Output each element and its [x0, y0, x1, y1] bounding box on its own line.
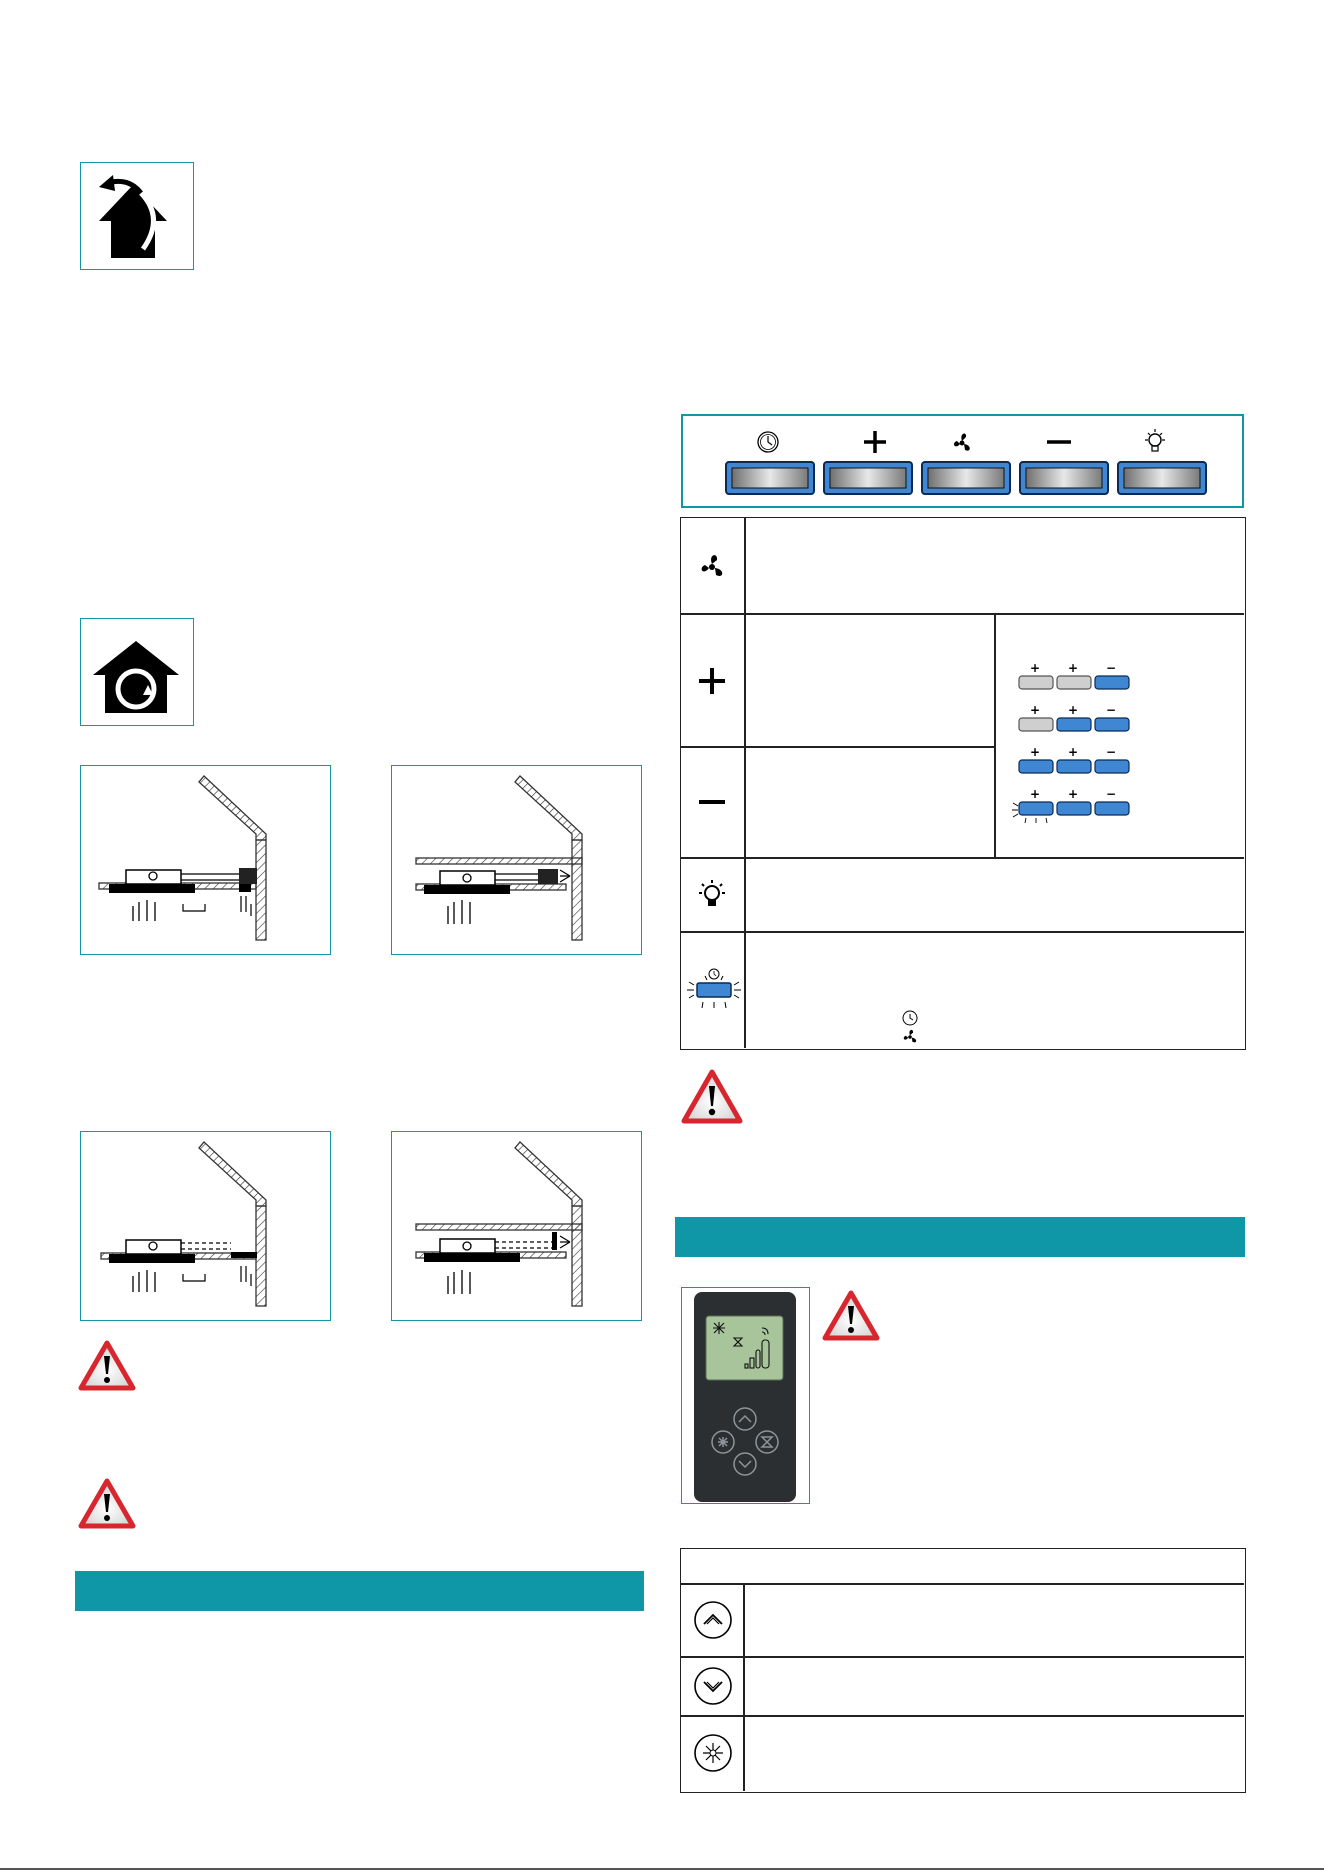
installation-figure-recirculation-wall: [80, 1131, 331, 1321]
minus-icon: [697, 787, 727, 817]
speed-step-led-on: [1095, 760, 1129, 773]
speed-step-label: +: [1029, 787, 1041, 801]
fan-icon: [697, 552, 727, 582]
asterisk-icon[interactable]: [692, 1732, 734, 1774]
speed-step-label: +: [1029, 661, 1041, 675]
speed-step-led-on: [1057, 802, 1091, 815]
warning-triangle-icon: [680, 1068, 744, 1126]
function-table: [680, 517, 1246, 1050]
fan-icon: [954, 434, 970, 451]
speed-step-led-on: [1057, 760, 1091, 773]
remote-control-icon: [681, 1287, 810, 1504]
speed-step-led-on: [1095, 676, 1129, 689]
chevron-up-icon[interactable]: [692, 1599, 734, 1641]
timer-led-icon: [685, 966, 743, 1012]
speed-step-led-on: [1057, 718, 1091, 731]
light-bulb-icon: [1145, 429, 1165, 451]
section-header-bar: [675, 1217, 1245, 1257]
speed-step-label: +: [1029, 703, 1041, 717]
speed-step-label: −: [1105, 745, 1117, 759]
minus-button[interactable]: [1020, 462, 1108, 494]
clock-icon: [758, 432, 778, 452]
speed-step-label: +: [1067, 703, 1079, 717]
warning-triangle-icon: [78, 1340, 136, 1392]
speed-step-label: +: [1029, 745, 1041, 759]
speed-step-led-off: [1019, 718, 1053, 731]
clock-icon: [901, 1009, 919, 1027]
warning-triangle-icon: [78, 1478, 136, 1530]
chevron-down-icon[interactable]: [692, 1665, 734, 1707]
speed-step-led-on: [1095, 802, 1129, 815]
speed-step-led-on: [1019, 760, 1053, 773]
plus-button[interactable]: [824, 462, 912, 494]
plus-icon: [697, 666, 727, 696]
plus-icon: [864, 431, 886, 453]
speed-step-label: −: [1105, 787, 1117, 801]
speed-step-label: +: [1067, 661, 1079, 675]
installation-figure-recirculation-ceiling: [391, 1131, 642, 1321]
installation-figure-ducted-wall: [80, 765, 331, 955]
fan-icon: [901, 1028, 919, 1046]
control-panel: [681, 414, 1244, 508]
speed-step-led-on: [1095, 718, 1129, 731]
light-bulb-icon: [695, 878, 729, 912]
remote-function-table: [680, 1548, 1246, 1793]
speed-step-led-blink: [1019, 802, 1053, 815]
speed-step-led-off: [1019, 676, 1053, 689]
speed-steps-diagram: [1011, 658, 1151, 828]
speed-step-led-off: [1057, 676, 1091, 689]
ducted-mode-icon-box: [80, 162, 194, 270]
speed-step-label: +: [1067, 787, 1079, 801]
page-bottom-rule: [0, 1868, 1324, 1870]
speed-step-label: −: [1105, 703, 1117, 717]
section-header-bar: [75, 1571, 644, 1611]
installation-figure-ducted-ceiling: [391, 765, 642, 955]
house-exhaust-arrow-icon: [81, 163, 192, 268]
recirculation-mode-icon-box: [80, 618, 194, 726]
house-recirculation-icon: [81, 619, 192, 724]
light-button[interactable]: [1118, 462, 1206, 494]
fan-button[interactable]: [922, 462, 1010, 494]
timer-button[interactable]: [726, 462, 814, 494]
speed-step-label: +: [1067, 745, 1079, 759]
warning-triangle-icon: [822, 1290, 880, 1342]
speed-step-label: −: [1105, 661, 1117, 675]
